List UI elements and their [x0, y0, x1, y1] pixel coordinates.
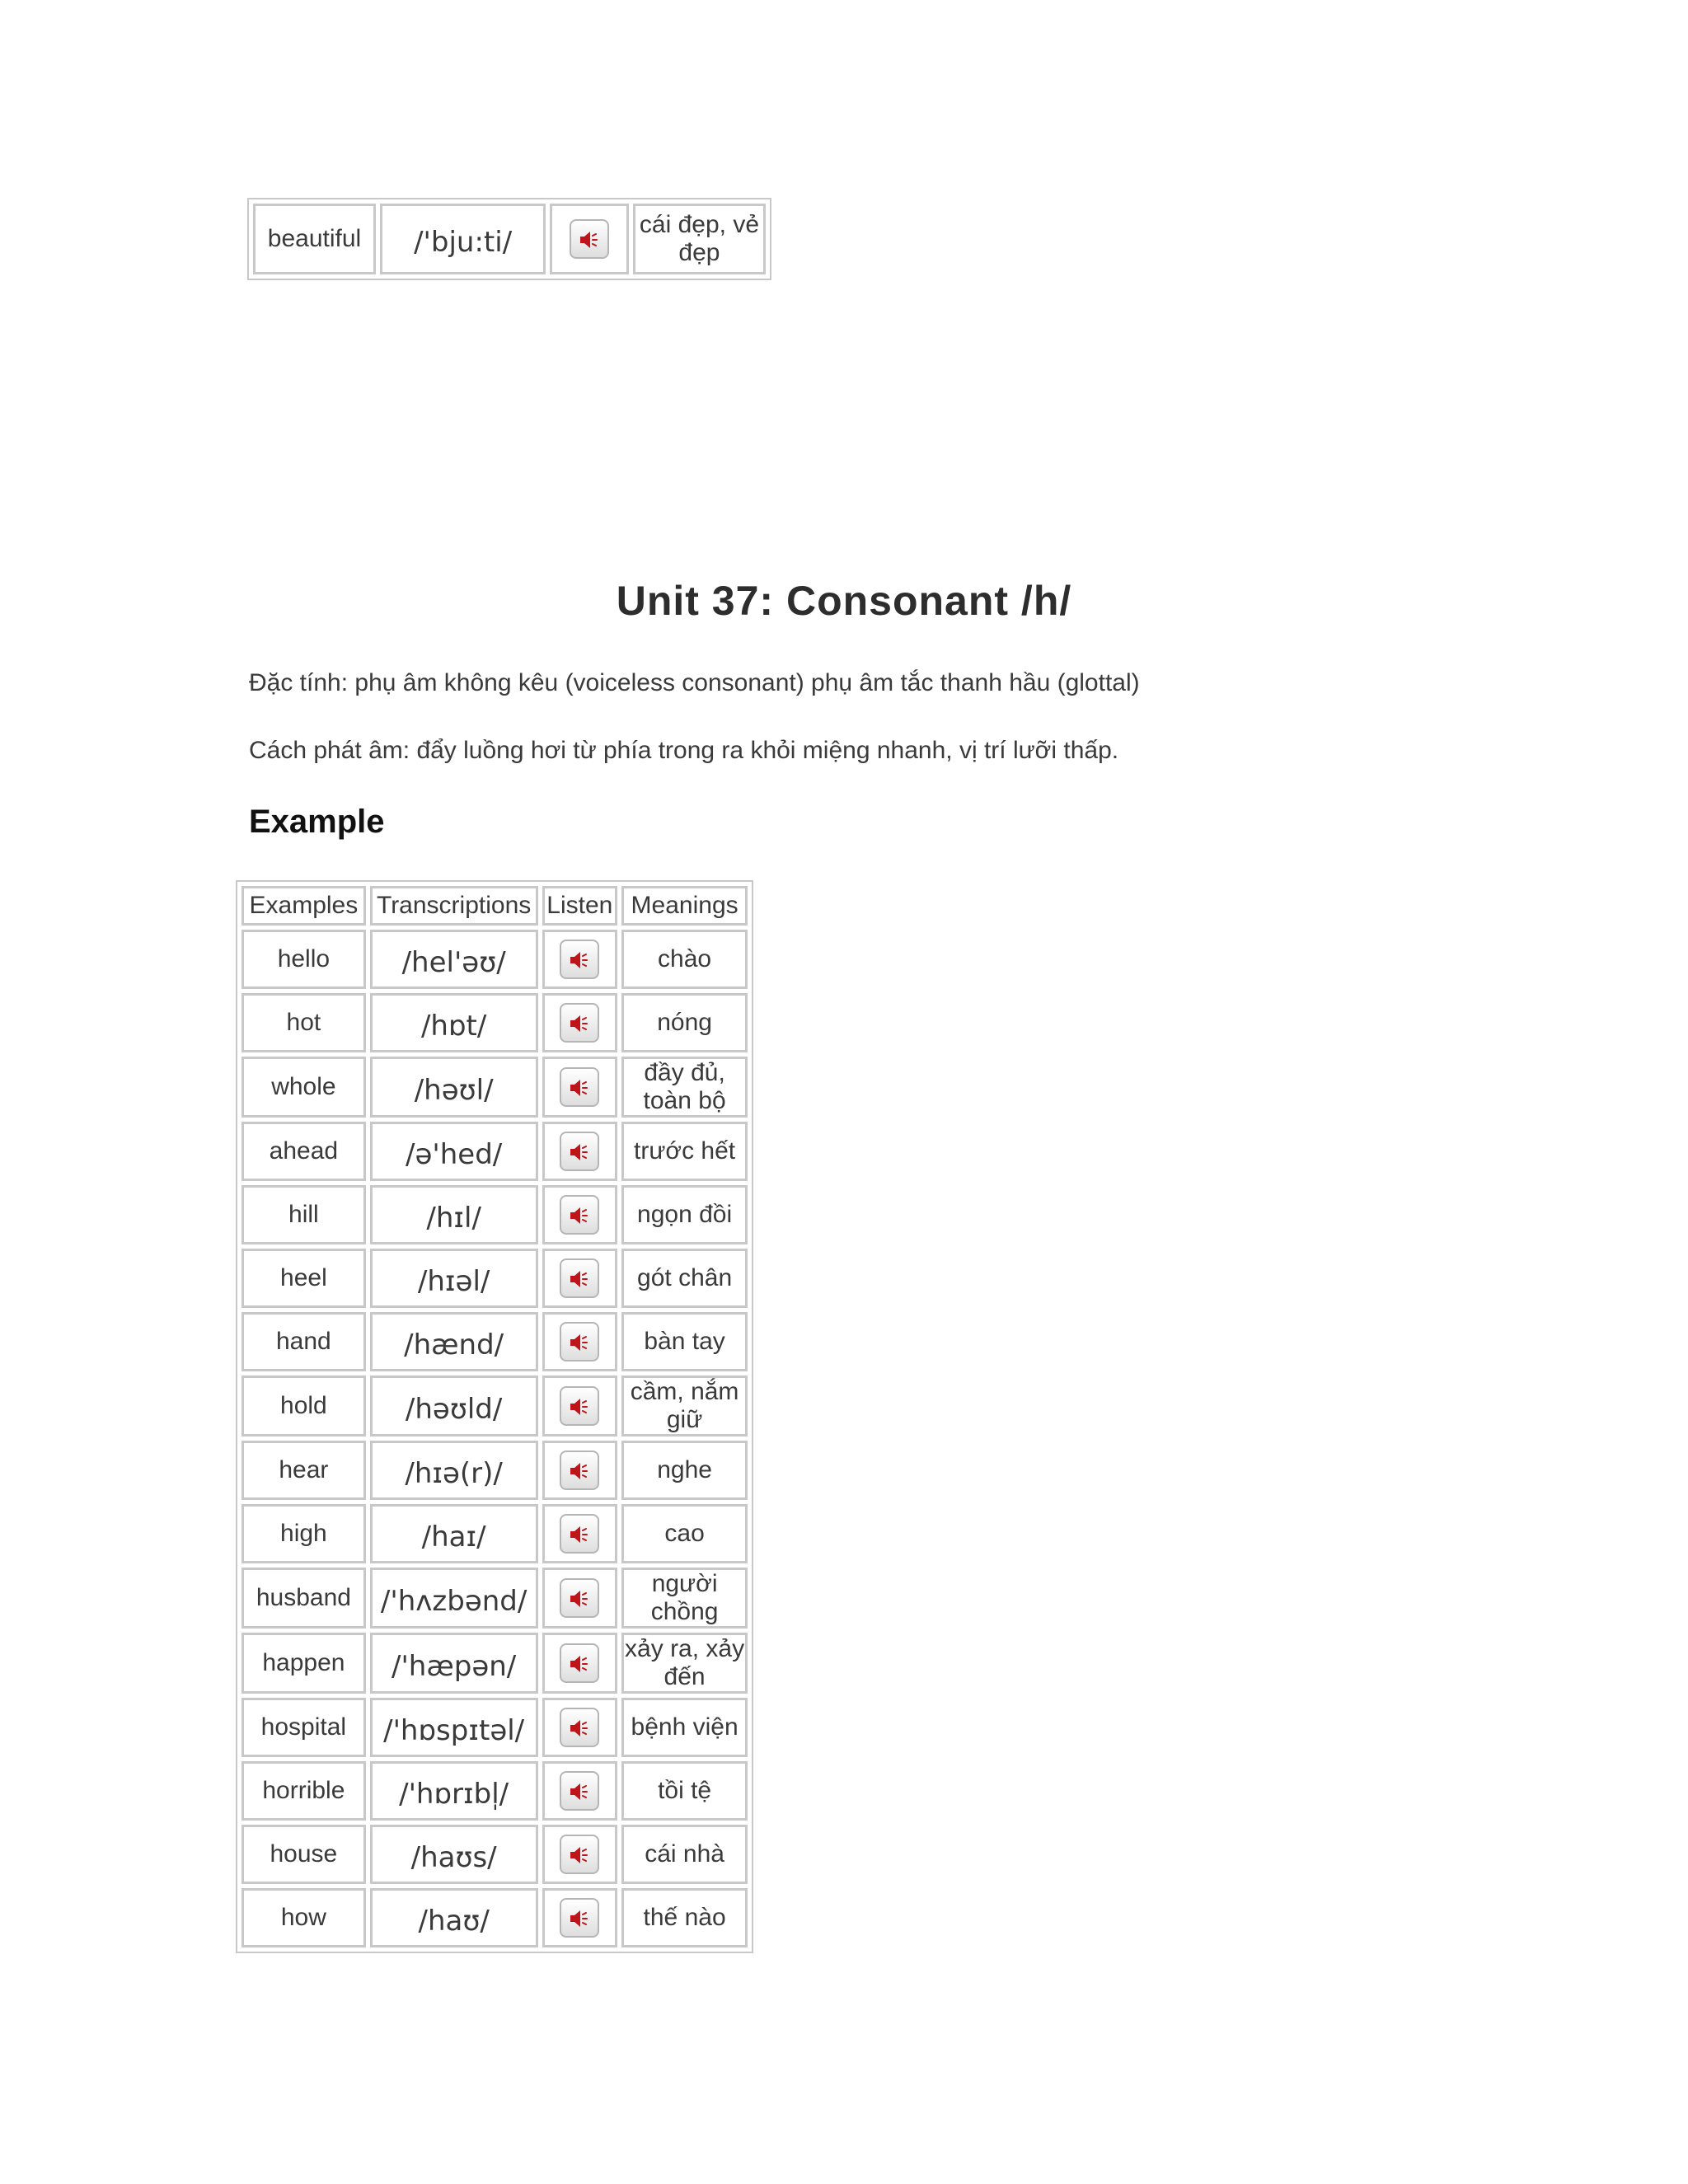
meaning: cái đẹp, vẻ đẹp — [633, 204, 766, 274]
transcription: /hɪl/ — [370, 1185, 538, 1244]
example-word: ahead — [241, 1122, 366, 1181]
listen-cell — [542, 1825, 618, 1884]
listen-cell — [542, 1122, 618, 1181]
listen-cell — [542, 1057, 618, 1118]
speaker-icon — [561, 1717, 598, 1740]
meaning: nóng — [621, 993, 748, 1052]
example-word: horrible — [241, 1761, 366, 1821]
table-row — [241, 1698, 748, 1757]
example-word: hospital — [241, 1698, 366, 1757]
example-word: heel — [241, 1249, 366, 1308]
speaker-icon — [561, 1012, 598, 1035]
table-row — [241, 1249, 748, 1308]
transcription: /hɪə(r)/ — [370, 1441, 538, 1500]
listen-cell — [542, 1698, 618, 1757]
header-listen: Listen — [542, 886, 618, 926]
listen-button[interactable] — [560, 1898, 599, 1938]
example-word: how — [241, 1888, 366, 1947]
meaning: chào — [621, 930, 748, 989]
example-word: hand — [241, 1312, 366, 1371]
listen-button[interactable] — [560, 1835, 599, 1874]
table-row — [241, 1888, 748, 1947]
speaker-icon — [561, 1652, 598, 1675]
speaker-icon — [561, 1331, 598, 1354]
table-row — [241, 930, 748, 989]
listen-button[interactable] — [560, 1322, 599, 1361]
transcription: /həʊl/ — [370, 1057, 538, 1118]
speaker-icon — [561, 1780, 598, 1803]
table-row — [241, 1504, 748, 1563]
listen-button[interactable] — [560, 1451, 599, 1490]
listen-cell — [542, 993, 618, 1052]
top-vocab-table — [247, 198, 771, 280]
listen-cell — [542, 1312, 618, 1371]
speaker-icon — [561, 1141, 598, 1164]
listen-button[interactable] — [560, 1003, 599, 1043]
listen-button[interactable] — [560, 1578, 599, 1618]
meaning: cao — [621, 1504, 748, 1563]
properties-text: Đặc tính: phụ âm không kêu (voiceless consonant) phụ âm tắc thanh hầu (glottal) — [249, 669, 1140, 696]
listen-button[interactable] — [560, 1643, 599, 1683]
speaker-icon — [561, 1523, 598, 1546]
header-meanings: Meanings — [621, 886, 748, 926]
example-word: beautiful — [253, 204, 376, 274]
listen-button[interactable] — [560, 1771, 599, 1811]
transcription: /'hɒrɪbl̩/ — [370, 1761, 538, 1821]
table-row — [241, 1185, 748, 1244]
listen-button[interactable] — [560, 1514, 599, 1554]
speaker-icon — [561, 1204, 598, 1227]
example-word: whole — [241, 1057, 366, 1118]
transcription: /haɪ/ — [370, 1504, 538, 1563]
transcription: /'hʌzbənd/ — [370, 1568, 538, 1629]
speaker-icon — [561, 949, 598, 972]
transcription: /hænd/ — [370, 1312, 538, 1371]
table-row — [241, 1057, 748, 1118]
listen-cell — [542, 1761, 618, 1821]
listen-button[interactable] — [560, 1386, 599, 1426]
meaning: tồi tệ — [621, 1761, 748, 1821]
listen-button[interactable] — [560, 940, 599, 979]
listen-cell — [542, 1441, 618, 1500]
transcription: /hɪəl/ — [370, 1249, 538, 1308]
table-row — [241, 1633, 748, 1694]
transcription: /hɒt/ — [370, 993, 538, 1052]
speaker-icon — [561, 1844, 598, 1867]
listen-cell — [542, 1185, 618, 1244]
transcription: /'hæpən/ — [370, 1633, 538, 1694]
transcription: /haʊs/ — [370, 1825, 538, 1884]
speaker-icon — [561, 1076, 598, 1099]
meaning: cầm, nắm giữ — [621, 1376, 748, 1436]
speaker-icon — [561, 1587, 598, 1610]
example-word: hot — [241, 993, 366, 1052]
speaker-icon — [571, 228, 607, 251]
meaning: bàn tay — [621, 1312, 748, 1371]
table-row — [241, 1441, 748, 1500]
table-row — [241, 1761, 748, 1821]
table-row — [253, 204, 766, 274]
transcription: /'bju:ti/ — [380, 204, 546, 274]
listen-cell — [542, 1568, 618, 1629]
meaning: ngọn đồi — [621, 1185, 748, 1244]
meaning: xảy ra, xảy đến — [621, 1633, 748, 1694]
transcription: /həʊld/ — [370, 1376, 538, 1436]
listen-button[interactable] — [560, 1258, 599, 1298]
listen-button[interactable] — [560, 1708, 599, 1747]
listen-cell — [542, 1633, 618, 1694]
meaning: nghe — [621, 1441, 748, 1500]
listen-cell — [550, 204, 629, 274]
speaker-icon — [561, 1268, 598, 1291]
listen-cell — [542, 1249, 618, 1308]
meaning: người chồng — [621, 1568, 748, 1629]
meaning: cái nhà — [621, 1825, 748, 1884]
listen-button[interactable] — [570, 219, 609, 259]
listen-cell — [542, 1504, 618, 1563]
table-row — [241, 1568, 748, 1629]
header-examples: Examples — [241, 886, 366, 926]
listen-cell — [542, 1888, 618, 1947]
listen-button[interactable] — [560, 1067, 599, 1107]
example-word: happen — [241, 1633, 366, 1694]
header-transcriptions: Transcriptions — [370, 886, 538, 926]
example-table — [236, 880, 753, 1953]
transcription: /haʊ/ — [370, 1888, 538, 1947]
meaning: thế nào — [621, 1888, 748, 1947]
page-title: Unit 37: Consonant /h/ — [616, 578, 1072, 624]
table-row — [241, 1825, 748, 1884]
table-header-row — [241, 886, 748, 926]
example-word: hill — [241, 1185, 366, 1244]
listen-button[interactable] — [560, 1195, 599, 1235]
example-word: hold — [241, 1376, 366, 1436]
table-row — [241, 993, 748, 1052]
transcription: /ə'hed/ — [370, 1122, 538, 1181]
pronunciation-text: Cách phát âm: đẩy luồng hơi từ phía trong ra khỏi miệng nhanh, vị trí lưỡi thấp. — [249, 737, 1119, 764]
example-heading: Example — [249, 804, 385, 840]
listen-button[interactable] — [560, 1132, 599, 1171]
example-word: hello — [241, 930, 366, 989]
example-word: house — [241, 1825, 366, 1884]
listen-cell — [542, 930, 618, 989]
example-word: husband — [241, 1568, 366, 1629]
listen-cell — [542, 1376, 618, 1436]
meaning: đầy đủ, toàn bộ — [621, 1057, 748, 1118]
transcription: /'hɒspɪtəl/ — [370, 1698, 538, 1757]
example-word: high — [241, 1504, 366, 1563]
example-word: hear — [241, 1441, 366, 1500]
meaning: trước hết — [621, 1122, 748, 1181]
table-row — [241, 1122, 748, 1181]
speaker-icon — [561, 1395, 598, 1418]
table-row — [241, 1312, 748, 1371]
speaker-icon — [561, 1460, 598, 1483]
speaker-icon — [561, 1907, 598, 1930]
transcription: /hel'əʊ/ — [370, 930, 538, 989]
meaning: gót chân — [621, 1249, 748, 1308]
table-row — [241, 1376, 748, 1436]
meaning: bệnh viện — [621, 1698, 748, 1757]
